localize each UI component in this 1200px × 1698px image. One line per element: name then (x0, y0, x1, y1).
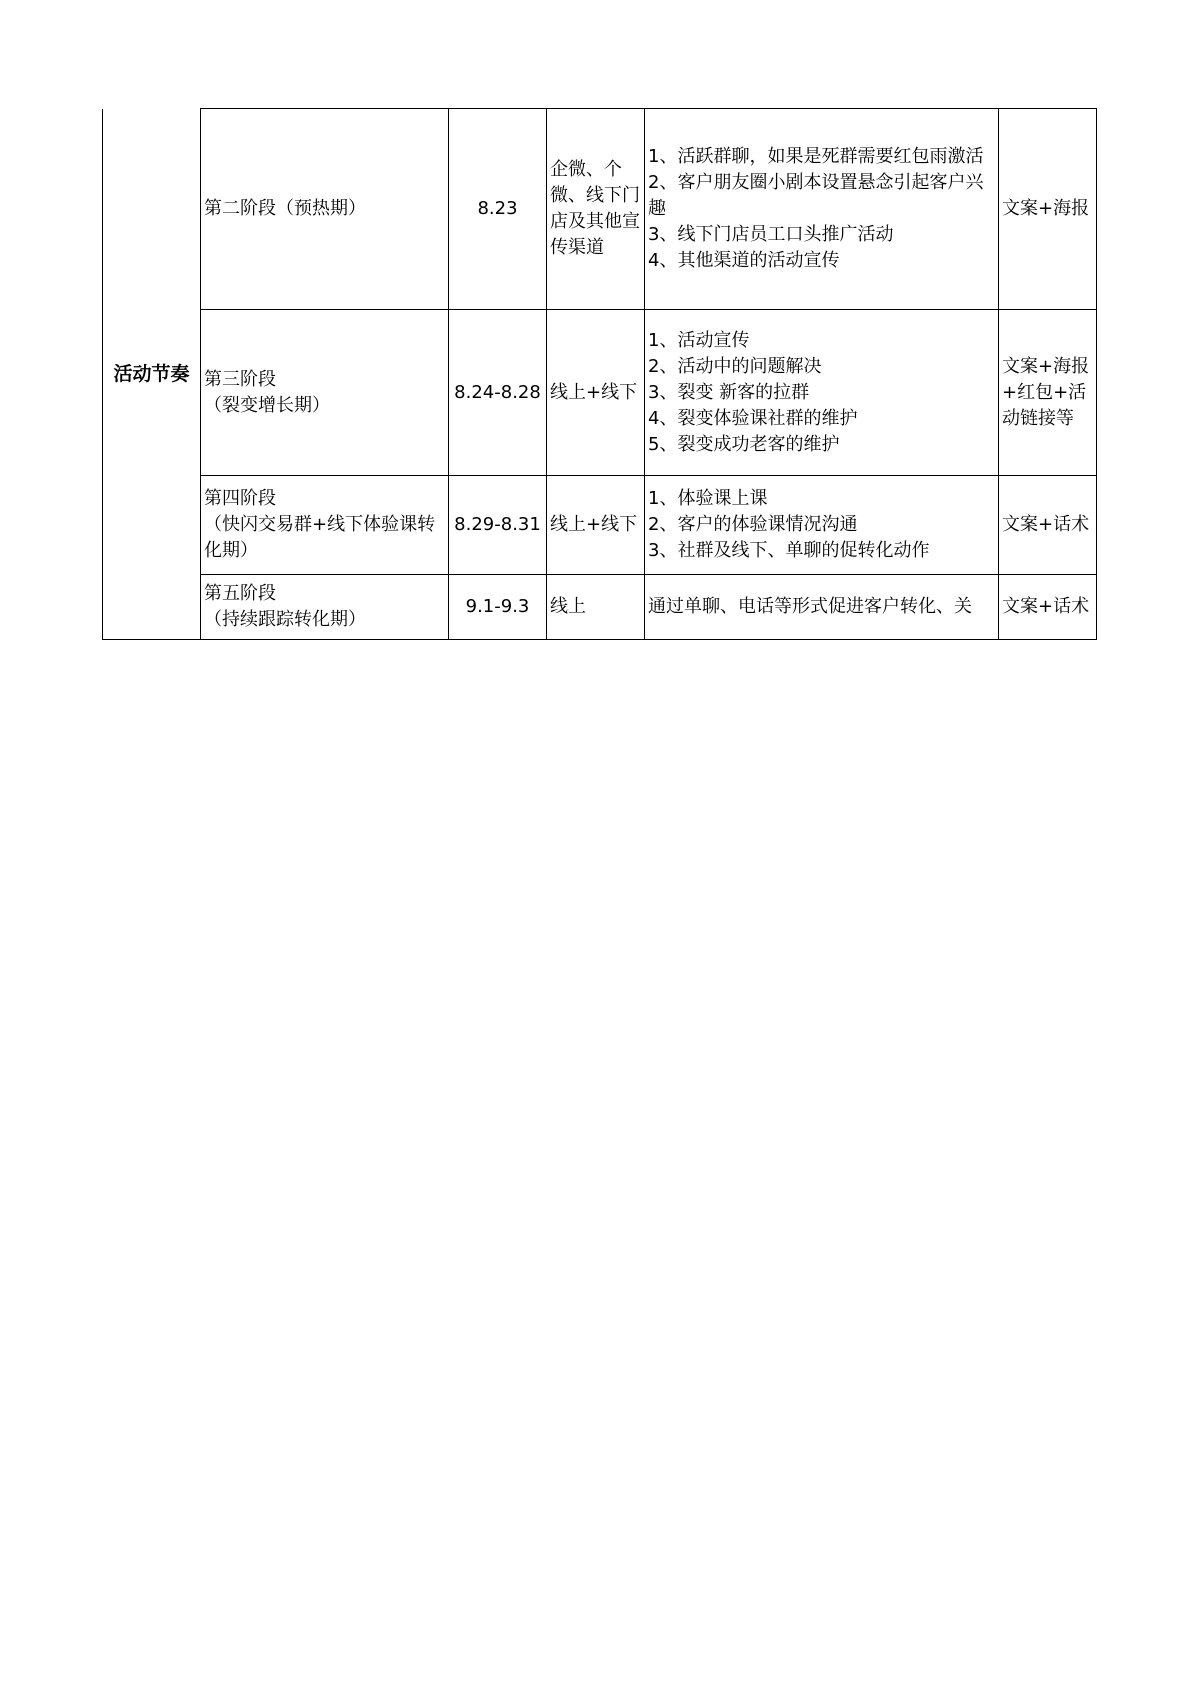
section-label-cell (103, 109, 201, 640)
actions-cell (645, 109, 999, 310)
table-row (103, 310, 1097, 476)
table-row (103, 109, 1097, 310)
actions-cell (645, 476, 999, 575)
action-item: 3、裂变 新客的拉群 (648, 381, 810, 403)
channel-cell: 线上+线下 (547, 310, 645, 476)
action-item: 3、线下门店员工口头推广活动 (648, 224, 894, 245)
materials-cell: 文案+海报 (999, 109, 1097, 310)
table-row (103, 476, 1097, 575)
stage-title: 第二阶段（预热期） (204, 198, 366, 219)
materials-cell: 文案+话术 (999, 575, 1097, 640)
stage-cell (201, 310, 449, 476)
action-item: 2、活动中的问题解决 (648, 355, 822, 377)
action-item: 4、裂变体验课社群的维护 (648, 407, 858, 429)
action-item: 1、体验课上课 (648, 488, 768, 509)
stage-cell (201, 575, 449, 640)
stage-title: 第三阶段 (204, 368, 276, 390)
actions-cell (645, 575, 999, 640)
materials-cell: 文案+话术 (999, 476, 1097, 575)
stage-subtitle: （裂变增长期） (204, 394, 330, 416)
stage-subtitle: （快闪交易群+线下体验课转化期） (204, 514, 436, 561)
action-item: 通过单聊、电话等形式促进客户转化、关 (648, 596, 972, 617)
materials-cell: 文案+海报+红包+活动链接等 (999, 310, 1097, 476)
channel-cell: 企微、个微、线下门店及其他宣传渠道 (547, 109, 645, 310)
date-cell: 8.23 (449, 109, 547, 310)
action-item: 3、社群及线下、单聊的促转化动作 (648, 540, 930, 561)
table-row (103, 575, 1097, 640)
action-item: 1、活跃群聊，如果是死群需要红包雨激活 (648, 146, 984, 167)
section-label: 活动节奏 (113, 362, 190, 385)
action-item: 5、裂变成功老客的维护 (648, 433, 840, 455)
stage-cell (201, 109, 449, 310)
date-cell: 9.1-9.3 (449, 575, 547, 640)
stage-title: 第五阶段 (204, 583, 276, 604)
date-cell: 8.24-8.28 (449, 310, 547, 476)
action-item: 2、客户朋友圈小剧本设置悬念引起客户兴趣 (648, 172, 984, 219)
action-item: 1、活动宣传 (648, 329, 750, 351)
stage-title: 第四阶段 (204, 488, 276, 509)
stage-cell (201, 476, 449, 575)
channel-cell: 线上 (547, 575, 645, 640)
stage-subtitle: （持续跟踪转化期） (204, 609, 366, 630)
date-cell: 8.29-8.31 (449, 476, 547, 575)
channel-cell: 线上+线下 (547, 476, 645, 575)
actions-cell (645, 310, 999, 476)
activity-rhythm-table (102, 108, 1097, 640)
action-item: 2、客户的体验课情况沟通 (648, 514, 858, 535)
action-item: 4、其他渠道的活动宣传 (648, 250, 840, 271)
